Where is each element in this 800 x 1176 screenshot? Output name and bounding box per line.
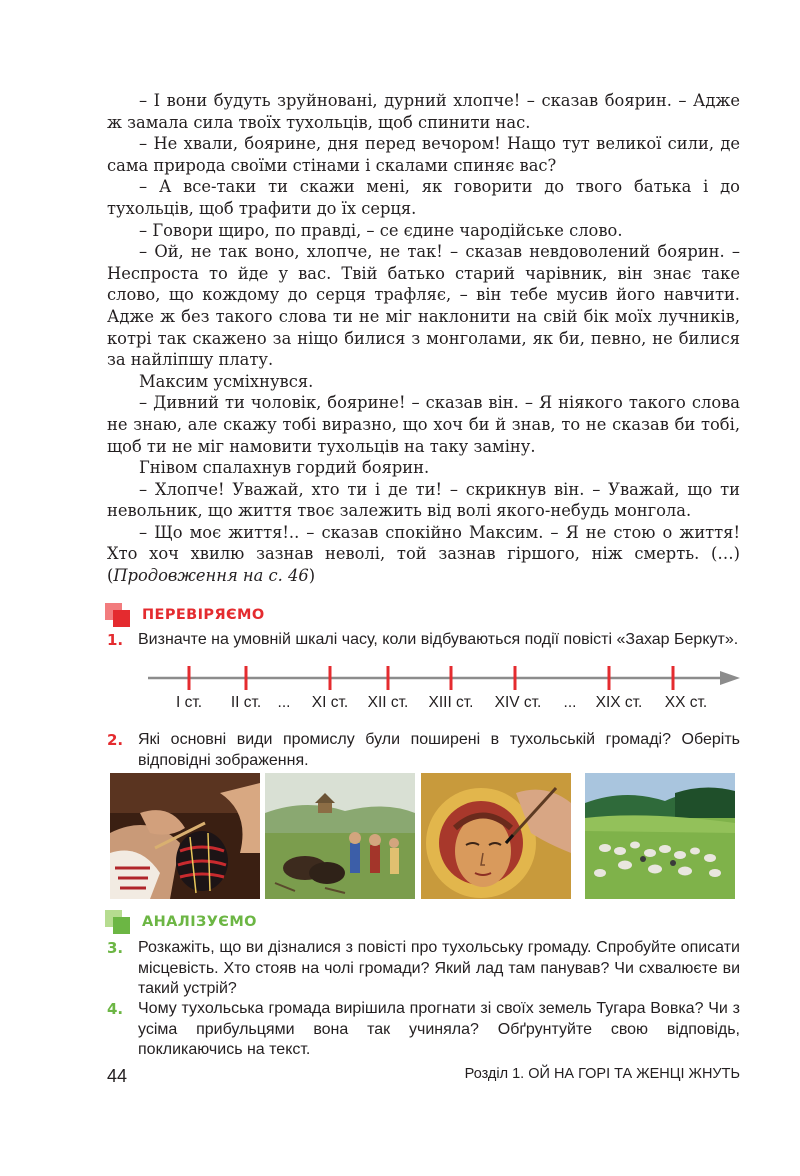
- task-2: [107, 730, 740, 771]
- story-paragraph: Гнівом спалахнув гордий боярин.: [139, 458, 430, 478]
- timeline-label: XII ст.: [367, 694, 409, 711]
- story-paragraph: Максим усміхнувся.: [139, 371, 314, 391]
- story-excerpt: [107, 90, 740, 587]
- task-text: Визначте на умовній шкалі часу, коли відбуваються події повісті «Захар Беркут».: [138, 631, 739, 648]
- page-number: 44: [107, 1066, 128, 1086]
- timeline-ellipsis: ...: [277, 694, 291, 711]
- story-paragraph: – Ой, не так воно, хлопче, не так! – сказав невдоволений боярин. – Неспроста то йде у вас. Твій батько старий чарівник, він знає таке слово, що кождому до серця трафляє, – він тебе мусив його навчити. Адже ж без такого слова ти не міг наклонити на свій бік моїх лучників, котрі так скажено за ніщо билися з монголами, як би, певно, не билися за найліпшу плату.: [107, 242, 740, 370]
- timeline-ellipsis: ...: [563, 694, 577, 711]
- story-paragraph: – А все-таки ти скажи мені, як говорити до твого батька і до тухольців, щоб трафити до їх серця.: [107, 177, 740, 218]
- task-number: 2.: [107, 731, 124, 749]
- task-3: [107, 938, 740, 1000]
- chapter-title: Розділ 1. ОЙ НА ГОРІ ТА ЖЕНЦІ ЖНУТЬ: [464, 1066, 740, 1082]
- timeline-label: I ст.: [175, 694, 203, 711]
- section-check-title: ПЕРЕВІРЯЄМО: [142, 607, 265, 623]
- icon-painting-photo[interactable]: [421, 773, 571, 899]
- task-text: Чому тухольська громада вирішила прогнати зі своїх земель Тугара Вовка? Чи з усіма прибульцями вона так учиняла? Обґрунтуйте свою відповідь, покликаючись на текст.: [138, 1000, 740, 1058]
- story-paragraph: – І вони будуть зруйновані, дурний хлопче! – сказав боярин. – Адже ж замала сила твоїх тухольців, щоб спинити нас.: [107, 91, 740, 132]
- arrow-right-icon: [720, 671, 740, 685]
- task-text: Які основні види промислу були поширені в тухольській громаді? Оберіть відповідні зображення.: [138, 731, 740, 769]
- task-number: 4.: [107, 1000, 124, 1018]
- section-check-heading: [105, 603, 265, 627]
- timeline-label: XIX ст.: [595, 694, 643, 711]
- task-number: 3.: [107, 939, 124, 957]
- task-text: Розкажіть, що ви дізналися з повісті про тухольську громаду. Спробуйте описати місцевість. Хто стояв на чолі громади? Який лад там панував? Чи схвалюєте ви такий устрій?: [138, 939, 740, 997]
- section-analyze-heading: [105, 910, 257, 934]
- continuation-reference: Продовження на с. 46: [113, 566, 309, 586]
- section-analyze-title: АНАЛІЗУЄМО: [142, 914, 257, 930]
- timeline-label: II ст.: [230, 694, 262, 711]
- story-last-text: – Що моє життя!.. – сказав спокійно Максим. – Я не стою о життя! Хто хоч хвилю зазнав неволі, той зазнав гіршого, ніж смерть. (…) (: [107, 522, 740, 586]
- timeline-label: XX ст.: [664, 694, 708, 711]
- red-squares-icon: [105, 603, 135, 627]
- timeline-axis: [148, 663, 740, 723]
- story-paragraph: – Говори щиро, по правді, – се єдине чародійське слово.: [139, 220, 623, 240]
- task-1: [107, 630, 740, 651]
- story-paragraph-last: [107, 522, 740, 587]
- easter-egg-painting-photo[interactable]: [110, 773, 260, 899]
- story-paragraph: – Дивний ти чоловік, боярине! – сказав він. – Я ніякого такого слова не знаю, але скажу тобі виразно, що хоч би й знав, то не сказав би тобі, щоб ти не міг намовити тухольців на таку заміну.: [107, 393, 740, 456]
- timeline-label: XIV ст.: [494, 694, 542, 711]
- timeline-label: XI ст.: [311, 694, 349, 711]
- timeline-scale: [148, 663, 740, 723]
- task-number: 1.: [107, 631, 124, 649]
- task-4: [107, 999, 740, 1061]
- story-paragraph: – Хлопче! Уважай, хто ти і де ти! – скрикнув він. – Уважай, що ти невольник, що життя твоє залежить від волі якого-небудь монгола.: [107, 479, 740, 521]
- green-squares-icon: [105, 910, 135, 934]
- village-oxen-cart-painting[interactable]: [265, 773, 415, 899]
- story-paragraph: – Не хвали, боярине, дня перед вечором! Нащо тут великої сили, де сама природа своїми стінами і скалами спиняє вас?: [107, 134, 740, 175]
- sheep-grazing-meadow-photo[interactable]: [585, 773, 735, 899]
- story-last-closing: ): [308, 566, 316, 586]
- timeline-label: XIII ст.: [428, 694, 474, 711]
